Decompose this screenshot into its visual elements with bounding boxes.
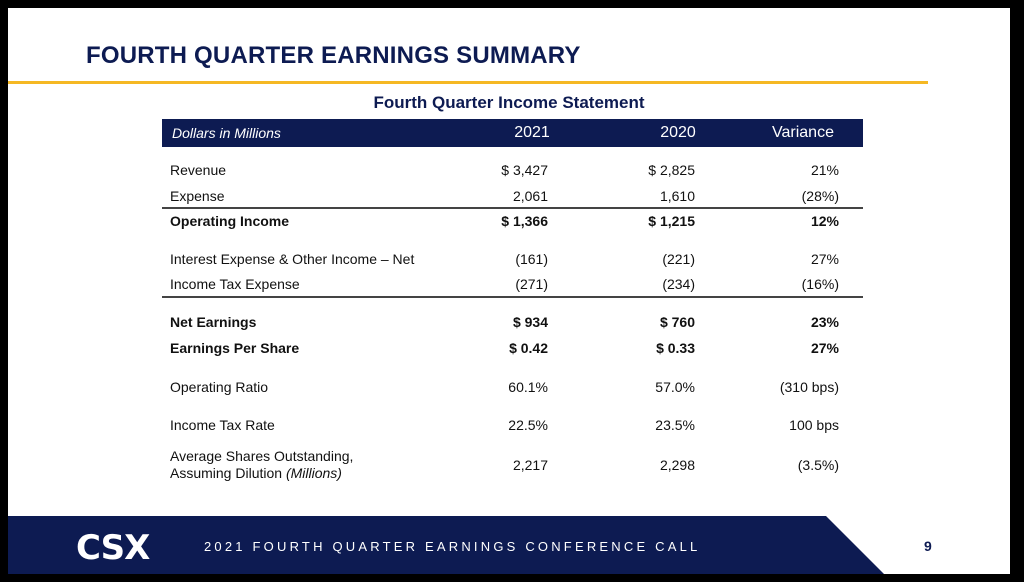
cell-2021: $ 0.42 <box>509 340 548 356</box>
header-2020: 2020 <box>660 124 696 141</box>
row-label-line1: Average Shares Outstanding, <box>170 448 354 464</box>
cell-2021: (271) <box>515 276 548 292</box>
row-label: Revenue <box>170 162 227 178</box>
cell-variance: (28%) <box>801 188 839 204</box>
row-label-line2-text: Assuming Dilution <box>170 465 286 481</box>
cell-2021: (161) <box>515 251 548 267</box>
table-title: Fourth Quarter Income Statement <box>373 93 645 112</box>
cell-variance: 21% <box>810 162 839 178</box>
cell-2020: (221) <box>662 251 695 267</box>
table-header <box>162 119 863 147</box>
cell-2021: $ 1,366 <box>501 213 548 229</box>
cell-2021: $ 934 <box>512 314 548 330</box>
header-units: Dollars in Millions <box>172 125 281 141</box>
slide-title: FOURTH QUARTER EARNINGS SUMMARY <box>86 42 581 69</box>
cell-2020: 1,610 <box>659 188 695 204</box>
cell-2021: 2,217 <box>512 457 548 473</box>
cell-variance: (16%) <box>801 276 839 292</box>
cell-2020: 57.0% <box>655 379 695 395</box>
row-label: Income Tax Expense <box>170 276 300 292</box>
cell-2020: $ 760 <box>659 314 695 330</box>
cell-2020: $ 1,215 <box>648 213 695 229</box>
cell-2021: 22.5% <box>508 417 548 433</box>
row-label: Net Earnings <box>170 314 257 330</box>
row-label <box>170 448 353 482</box>
cell-2021: 60.1% <box>508 379 548 395</box>
cell-variance: 12% <box>810 213 839 229</box>
row-divider <box>162 207 863 209</box>
cell-variance: 100 bps <box>789 417 839 433</box>
row-label: Interest Expense & Other Income – Net <box>170 251 415 267</box>
cell-2020: $ 2,825 <box>648 162 695 178</box>
header-variance: Variance <box>772 124 834 141</box>
page-number: 9 <box>924 538 932 554</box>
cell-2020: $ 0.33 <box>656 340 695 356</box>
footer-bar <box>8 516 1010 574</box>
row-label-line2 <box>170 465 353 482</box>
row-label: Operating Ratio <box>170 379 269 395</box>
row-label: Earnings Per Share <box>170 340 300 356</box>
row-label: Income Tax Rate <box>170 417 275 433</box>
csx-logo: CSX <box>76 528 150 568</box>
cell-variance: (3.5%) <box>797 457 839 473</box>
slide <box>8 8 1010 574</box>
cell-2020: 2,298 <box>659 457 695 473</box>
title-underline <box>8 81 928 84</box>
cell-2020: 23.5% <box>655 417 695 433</box>
row-divider <box>162 296 863 298</box>
header-2021: 2021 <box>514 124 550 141</box>
footer-caption: 2021 FOURTH QUARTER EARNINGS CONFERENCE CALL <box>204 539 701 554</box>
row-label-line2-italic: (Millions) <box>285 465 342 481</box>
cell-variance: 27% <box>810 340 839 356</box>
cell-2021: 2,061 <box>512 188 548 204</box>
row-label: Expense <box>170 188 225 204</box>
cell-2021: $ 3,427 <box>501 162 548 178</box>
cell-variance: 27% <box>810 251 839 267</box>
table-row <box>162 448 863 484</box>
cell-variance: (310 bps) <box>779 379 839 395</box>
row-label: Operating Income <box>170 213 290 229</box>
cell-variance: 23% <box>810 314 839 330</box>
cell-2020: (234) <box>662 276 695 292</box>
